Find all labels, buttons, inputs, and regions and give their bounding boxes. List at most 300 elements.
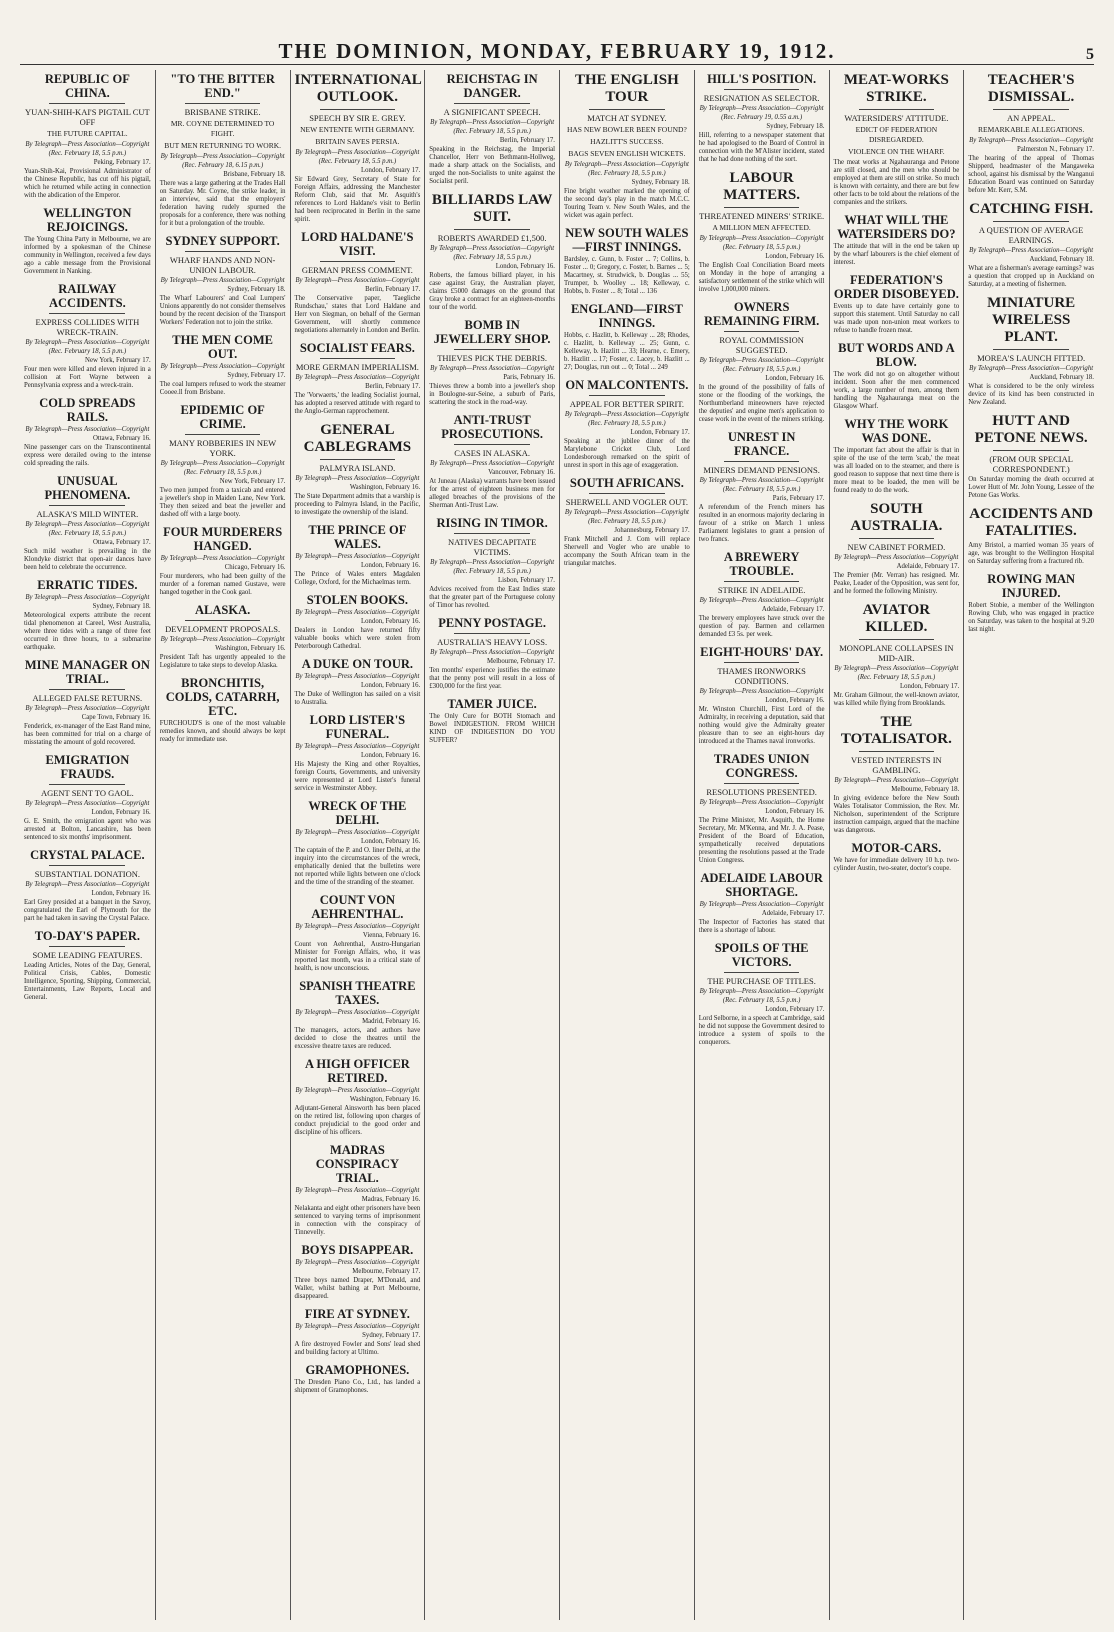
article-headline: CRYSTAL PALACE. bbox=[30, 848, 145, 862]
article-subheading: VESTED INTERESTS IN GAMBLING. bbox=[851, 755, 942, 775]
article-headline: SPOILS OF THE VICTORS. bbox=[714, 941, 809, 969]
article bbox=[429, 318, 555, 407]
article bbox=[564, 302, 690, 372]
article-headline: RISING IN TIMOR. bbox=[436, 516, 548, 530]
article bbox=[160, 72, 286, 228]
article-headline: LORD HALDANE'S VISIT. bbox=[301, 230, 414, 258]
article bbox=[699, 170, 825, 294]
article-body: Leading Articles, Notes of the Day, General, Political Crisis, Cables, Domestic Intelligence, Sporting, Shipping, Commercial, Entertainments, Law Reports, Local and General. bbox=[24, 962, 151, 1001]
wire-credit: By Telegraph—Press Association—Copyright bbox=[295, 673, 420, 680]
column-8 bbox=[963, 70, 1098, 1620]
article-body: Meteorological experts attribute the recent tidal phenomenon at Careel, West Australia, where three tides with a range of three feet occurred in three hours, to a submarine earthquake. bbox=[24, 612, 151, 651]
article-headline: MINE MANAGER ON TRIAL. bbox=[24, 658, 150, 686]
received-date: (Rec. February 18, 5.5 p.m.) bbox=[722, 997, 801, 1004]
article bbox=[834, 501, 960, 596]
article-headline: REPUBLIC OF CHINA. bbox=[44, 72, 130, 100]
article-subheading: BRISBANE STRIKE. bbox=[184, 107, 261, 117]
article-headline: A BREWERY TROUBLE. bbox=[723, 550, 800, 578]
article-headline: A DUKE ON TOUR. bbox=[301, 657, 414, 671]
article bbox=[24, 753, 151, 842]
wire-credit: By Telegraph—Press Association—Copyright bbox=[430, 245, 555, 252]
divider bbox=[320, 109, 395, 110]
article bbox=[968, 295, 1094, 407]
dateline: Berlin, February 17. bbox=[499, 137, 555, 144]
article-headline: UNUSUAL PHENOMENA. bbox=[44, 474, 131, 502]
article-body: The English Coal Conciliation Board meets on Monday in the hope of arranging a satisfactory settlement of the strike which will involve 1,000,000 miners. bbox=[698, 262, 825, 293]
article-subheading: CASES IN ALASKA. bbox=[454, 448, 531, 458]
article-subheading: EDICT OF FEDERATION DISREGARDED. bbox=[855, 125, 938, 144]
article-subheading: MONOPLANE COLLAPSES IN MID-AIR. bbox=[839, 643, 954, 663]
article-body: Four men were killed and eleven injured in a collision at Fort Wayne between a Pennsylvania express and a wreck-train. bbox=[24, 366, 151, 389]
received-date: (Rec. February 18, 5.5 p.m.) bbox=[318, 158, 397, 165]
divider bbox=[589, 493, 664, 494]
article-headline: THE MEN COME OUT. bbox=[172, 333, 273, 361]
divider bbox=[724, 581, 799, 582]
article-body: The Inspector of Factories has stated that there is a shortage of labour. bbox=[698, 919, 825, 934]
article-headline: WHY THE WORK WAS DONE. bbox=[844, 417, 949, 445]
article bbox=[699, 752, 825, 865]
article-body: Fenderick, ex-manager of the East Rand mine, has been committed for trial on a charge of misstating the amount of gold recovered. bbox=[24, 723, 151, 746]
article bbox=[295, 230, 421, 335]
article-subheading: RESIGNATION AS SELECTOR. bbox=[703, 93, 820, 103]
article-body: Adjutant-General Ainsworth has been placed on the retired list, following upon charges of conduct prejudicial to the good order and discipline of his officers. bbox=[294, 1105, 421, 1136]
dateline: Palmerston N., February 17. bbox=[1016, 146, 1094, 153]
divider bbox=[454, 533, 529, 534]
dateline: Ottawa, February 17. bbox=[92, 539, 151, 546]
article-body: Lord Selborne, in a speech at Cambridge, said he did not suppose the Government desired to introduce a system of spoils to the conquerors. bbox=[698, 1015, 825, 1046]
dateline: London, February 16. bbox=[495, 263, 555, 270]
article-subheading: BRITAIN SAVES PERSIA. bbox=[315, 137, 400, 146]
article-headline: WELLINGTON REJOICINGS. bbox=[43, 206, 132, 234]
wire-credit: By Telegraph—Press Association—Copyright bbox=[25, 339, 150, 346]
article-subheading: A MILLION MEN AFFECTED. bbox=[712, 223, 811, 232]
divider bbox=[724, 972, 799, 973]
column-5 bbox=[559, 70, 694, 1620]
received-date: (Rec. February 18, 5.5 p.m.) bbox=[588, 518, 666, 525]
article-headline: SOCIALIST FEARS. bbox=[299, 341, 415, 355]
article-body: The coal lumpers refused to work the steamer Cooee.ll from Brisbane. bbox=[159, 381, 286, 396]
article-headline: MEAT-WORKS STRIKE. bbox=[843, 72, 949, 105]
article-headline: HUTT AND PETONE NEWS. bbox=[974, 413, 1088, 446]
article-subheading: THREATENED MINERS' STRIKE. bbox=[699, 211, 825, 221]
page-title: THE DOMINION, MONDAY, FEBRUARY 19, 1912. bbox=[278, 39, 836, 63]
article-subheading: HAZLITT'S SUCCESS. bbox=[590, 137, 664, 146]
article bbox=[699, 72, 825, 164]
wire-credit: By Telegraph—Press Association—Copyright bbox=[969, 137, 1094, 144]
dateline: London, February 16. bbox=[765, 253, 825, 260]
article bbox=[968, 72, 1094, 195]
divider bbox=[993, 450, 1068, 451]
article bbox=[295, 1307, 421, 1357]
article-body: Such mild weather is prevailing in the Klondyke district that open-air dances have been held to celebrate the occurrence. bbox=[24, 548, 151, 571]
article-body: Fine bright weather marked the opening of the second day's play in the match M.C.C. Touring Team v. New South Wales, and the wicket was again perfect. bbox=[564, 188, 690, 219]
wire-credit: By Telegraph—Press Association—Copyright bbox=[25, 521, 150, 528]
article-body: Speaking in the Reichstag, the Imperial Chancellor, Herr von Bethmann-Hollweg, made a sharp attack on the Socialists, and urged the non-Socialists to unite against the Socialist peril. bbox=[429, 146, 555, 185]
article-body: The Premier (Mr. Verran) has resigned. Mr. Peake, Leader of the Opposition, was sent for, and he formed the following Ministry. bbox=[833, 572, 960, 595]
article bbox=[429, 192, 555, 312]
wire-credit: By Telegraph—Press Association—Copyright bbox=[969, 247, 1094, 254]
dateline: Melbourne, February 18. bbox=[891, 786, 960, 793]
column-4 bbox=[424, 70, 559, 1620]
divider bbox=[454, 633, 529, 634]
divider bbox=[49, 505, 125, 506]
received-date: (Rec. February 18, 5.5 p.m.) bbox=[588, 420, 666, 427]
divider bbox=[724, 89, 799, 90]
article-body: Frank Mitchell and J. Com will replace Sherwell and Vogler who are unable to accompany the South African team in the triangular matches. bbox=[564, 536, 690, 567]
wire-credit: By Telegraph—Press Association—Copyright bbox=[160, 153, 285, 160]
article-subheading: THAMES IRONWORKS CONDITIONS. bbox=[717, 666, 806, 686]
article-body: Advices received from the East Indies state that the greater part of the Portuguese colony of Timor has revolted. bbox=[429, 586, 555, 609]
article-subheading: AN APPEAL. bbox=[1007, 113, 1056, 123]
dateline: Paris, February 16. bbox=[503, 374, 555, 381]
wire-credit: By Telegraph—Press Association—Copyright bbox=[25, 881, 150, 888]
article bbox=[295, 72, 421, 224]
article-body: In the ground of the possibility of falls of stone or the flooding of the workings, the Northumberland mineowners have rejected the deputies' and engine men's application to cease work in the event of the miners striking. bbox=[698, 384, 825, 423]
article-headline: SOUTH AFRICANS. bbox=[569, 476, 684, 490]
article-headline: HILL'S POSITION. bbox=[707, 72, 817, 86]
divider bbox=[993, 349, 1068, 350]
article-headline: GRAMOPHONES. bbox=[305, 1363, 410, 1377]
dateline: Chicago, February 16. bbox=[224, 564, 286, 571]
article-subheading: NEW CABINET FORMED. bbox=[847, 542, 946, 552]
article bbox=[834, 714, 960, 835]
article-headline: TRADES UNION CONGRESS. bbox=[713, 752, 810, 780]
article bbox=[24, 929, 151, 1002]
article bbox=[429, 616, 555, 691]
article-headline: BOMB IN JEWELLERY SHOP. bbox=[433, 318, 551, 346]
article-headline: ROWING MAN INJURED. bbox=[987, 572, 1076, 600]
article bbox=[699, 300, 825, 424]
divider bbox=[859, 538, 934, 539]
dateline: Madrid, February 16. bbox=[362, 1018, 421, 1025]
dateline: Paris, February 17. bbox=[772, 495, 825, 502]
article-subheading: VIOLENCE ON THE WHARF. bbox=[848, 147, 945, 156]
article-headline: BOYS DISAPPEAR. bbox=[301, 1243, 414, 1257]
wire-credit: By Telegraph—Press Association—Copyright bbox=[564, 509, 689, 516]
divider bbox=[993, 109, 1068, 110]
article-subheading: SPEECH BY SIR E. GREY. bbox=[309, 113, 406, 123]
article-body: We have for immediate delivery 10 h.p. two-cylinder Austin, two-seater, doctor's coupe. bbox=[833, 857, 960, 872]
dateline: Vancouver, February 16. bbox=[488, 469, 555, 476]
article-headline: MINIATURE WIRELESS PLANT. bbox=[987, 295, 1076, 345]
article-body: The Wharf Labourers' and Coal Lumpers' Unions apparently do not consider themselves bound by the recent decision of the Transport Workers' Federation not to join the strike. bbox=[159, 295, 286, 326]
wire-credit: By Telegraph—Press Association—Copyright bbox=[834, 554, 959, 561]
page-number: 5 bbox=[1086, 46, 1094, 63]
wire-credit: By Telegraph—Press Association—Copyright bbox=[699, 688, 824, 695]
article bbox=[834, 273, 960, 335]
dateline: Berlin, February 17. bbox=[365, 286, 421, 293]
article bbox=[834, 417, 960, 495]
dateline: Sydney, February 18. bbox=[227, 286, 286, 293]
dateline: Johannesburg, February 17. bbox=[614, 527, 690, 534]
article-headline: GENERAL CABLEGRAMS bbox=[303, 422, 412, 455]
wire-credit: By Telegraph—Press Association—Copyright bbox=[295, 1009, 420, 1016]
article-body: The Dresden Piano Co., Ltd., has landed a shipment of Gramophones. bbox=[294, 1379, 421, 1394]
article bbox=[834, 602, 960, 708]
article-headline: FEDERATION'S ORDER DISOBEYED. bbox=[833, 273, 959, 301]
article-headline: THE ENGLISH TOUR bbox=[574, 72, 679, 105]
divider bbox=[859, 639, 934, 640]
dateline: Sydney, February 18. bbox=[766, 123, 825, 130]
article bbox=[968, 413, 1094, 500]
divider bbox=[185, 251, 260, 252]
article bbox=[160, 676, 286, 744]
article bbox=[160, 403, 286, 519]
dateline: Sydney, February 17. bbox=[227, 372, 286, 379]
article-body: Bardsley, c. Gunn, b. Foster ... 7; Collins, b. Foster ... 0; Gregory, c. Foster, b. Barnes ... 5; Macartney, st. Strudwick, b. Douglas ... 55; Trumper, b. Woolley ... 18; Kelleway, c. Hobbs, b. Foster ... 8; Total ... 136 bbox=[564, 256, 690, 295]
article-body: The State Department admits that a warship is proceeding to Palmyra Island, in the Pacific, to investigate the ownership of the island. bbox=[294, 493, 421, 516]
divider bbox=[320, 261, 395, 262]
wire-credit: By Telegraph—Press Association—Copyright bbox=[25, 426, 150, 433]
dateline: Peking, February 17. bbox=[93, 159, 151, 166]
wire-credit: By Telegraph—Press Association—Copyright bbox=[160, 555, 285, 562]
dateline: London, February 16. bbox=[360, 838, 421, 845]
column-1 bbox=[20, 70, 155, 1620]
columns bbox=[20, 70, 1098, 1620]
article-subheading: MORE GERMAN IMPERIALISM. bbox=[295, 362, 419, 372]
article-body: A referendum of the French miners has resulted in an enormous majority declaring in favour of a strike on March 1 unless Parliament legislates to grant a pension of two francs. bbox=[698, 504, 825, 543]
article-body: The meat works at Ngahauranga and Petone are still closed, and the men who should be employed at them are still on strike. So much is known with certainty, and there are but few other facts to be told about the relations of the companies and the strikers. bbox=[833, 159, 960, 206]
article bbox=[699, 941, 825, 1047]
article-body: What are a fisherman's average earnings? was a question that cropped up in Auckland on Saturday, at a meeting of fishermen. bbox=[968, 265, 1094, 288]
divider bbox=[320, 459, 395, 460]
article-body: The Conservative paper, 'Taegliche Rundschau,' states that Lord Haldane and Herr von Siegman, on behalf of the German Government, will shortly commence negotiations alternately in London and Berlin. bbox=[294, 295, 421, 334]
wire-credit: By Telegraph—Press Association—Copyright bbox=[699, 235, 824, 242]
dateline: Cape Town, February 16. bbox=[81, 714, 151, 721]
article bbox=[564, 226, 690, 296]
dateline: Sydney, February 18. bbox=[92, 603, 151, 610]
article bbox=[295, 657, 421, 707]
article bbox=[295, 593, 421, 651]
dateline: Washington, February 16. bbox=[215, 645, 286, 652]
wire-credit: By Telegraph—Press Association—Copyright bbox=[295, 743, 420, 750]
article bbox=[160, 234, 286, 327]
wire-credit: By Telegraph—Press Association—Copyright bbox=[430, 119, 555, 126]
article-headline: ANTI-TRUST PROSECUTIONS. bbox=[441, 413, 543, 441]
article bbox=[295, 799, 421, 887]
dateline: Auckland, February 18. bbox=[1029, 256, 1094, 263]
article-headline: THE TOTALISATOR. bbox=[840, 714, 952, 747]
article-body: Count von Aehrenthal, Austro-Hungarian Minister for Foreign Affairs, who, it was reported last month, was in a critical state of health, is now unconscious. bbox=[294, 941, 421, 972]
wire-credit: By Telegraph—Press Association—Copyright bbox=[430, 559, 555, 566]
dateline: London, February 17. bbox=[899, 683, 960, 690]
divider bbox=[454, 349, 529, 350]
divider bbox=[454, 229, 529, 230]
divider bbox=[185, 434, 260, 435]
wire-credit: By Telegraph—Press Association—Copyright bbox=[430, 460, 555, 467]
article-subheading: THE FUTURE CAPITAL. bbox=[47, 129, 128, 138]
article bbox=[160, 333, 286, 397]
article-subheading: WATERSIDERS' ATTITUDE. bbox=[844, 113, 949, 123]
dateline: Vienna, February 16. bbox=[362, 932, 421, 939]
divider bbox=[859, 109, 934, 110]
article bbox=[24, 848, 151, 923]
wire-credit: By Telegraph—Press Association—Copyright bbox=[834, 665, 959, 672]
article bbox=[699, 871, 825, 935]
article-headline: PENNY POSTAGE. bbox=[438, 616, 546, 630]
divider bbox=[49, 689, 125, 690]
received-date: (Rec. February 18, 5.5 p.m.) bbox=[453, 254, 531, 261]
article-headline: AVIATOR KILLED. bbox=[862, 602, 931, 635]
dateline: New York, February 17. bbox=[219, 478, 286, 485]
article-body: The managers, actors, and authors have decided to close the theatres until the excessive theatre taxes are reduced. bbox=[294, 1027, 421, 1050]
article-headline: FOUR MURDERERS HANGED. bbox=[163, 525, 283, 553]
dateline: London, February 17. bbox=[765, 1006, 825, 1013]
article bbox=[24, 474, 151, 572]
dateline: London, February 16. bbox=[91, 890, 151, 897]
article-headline: LORD LISTER'S FUNERAL. bbox=[309, 713, 406, 741]
article-subheading: WHARF HANDS AND NON-UNION LABOUR. bbox=[169, 255, 276, 275]
article-body: The brewery employees have struck over the question of pay. Barmen and cellarmen demanded £3 5s. per week. bbox=[698, 615, 825, 638]
wire-credit: By Telegraph—Press Association—Copyright bbox=[295, 923, 420, 930]
dateline: London, February 16. bbox=[91, 809, 151, 816]
wire-credit: By Telegraph—Press Association—Copyright bbox=[25, 594, 150, 601]
received-date: (Rec. February 18, 5.5 p.m.) bbox=[183, 469, 262, 476]
article-subheading: ROYAL COMMISSION SUGGESTED. bbox=[719, 335, 804, 355]
article-headline: "TO THE BITTER END." bbox=[170, 72, 275, 100]
article-body: The Only Cure for BOTH Stomach and Bowel INDIGESTION. FROM WHICH KIND OF INDIGESTION DO YOU SUFFER? bbox=[429, 713, 555, 744]
article-body: Events up to date have certainly gone to support this statement. Until Saturday no call was made upon non-union meat workers to refuse to handle frozen meat. bbox=[833, 303, 960, 334]
received-date: (Rec. February 18, 5.5 p.m.) bbox=[722, 244, 801, 251]
article-body: His Majesty the King and other Royalties, foreign Courts, Governments, and university were represented at Lord Lister's funeral service in Westminster Abbey. bbox=[294, 761, 421, 792]
article bbox=[295, 1143, 421, 1237]
article bbox=[160, 525, 286, 597]
masthead bbox=[20, 34, 1094, 65]
article bbox=[24, 282, 151, 390]
divider bbox=[49, 103, 125, 104]
article-headline: SOUTH AUSTRALIA. bbox=[850, 501, 943, 534]
article-subheading: EXPRESS COLLIDES WITH WRECK-TRAIN. bbox=[35, 317, 140, 337]
article-body: On Saturday morning the death occurred at Lower Hutt of Mr. John Young, Lessee of the Petone Gas Works. bbox=[968, 476, 1094, 499]
article-headline: MADRAS CONSPIRACY TRIAL. bbox=[315, 1143, 400, 1185]
dateline: London, February 17. bbox=[630, 429, 690, 436]
article bbox=[295, 422, 421, 517]
article-body: The attitude that will in the end be taken up by the wharf labourers is the chief element of interest. bbox=[833, 243, 960, 266]
article bbox=[968, 506, 1094, 566]
dateline: London, February 16. bbox=[765, 697, 825, 704]
article-body: Four murderers, who had been guilty of the murder of a foreman named Gustave, were hanged together in the Cook gaol. bbox=[159, 573, 286, 596]
column-2 bbox=[155, 70, 290, 1620]
article-body: Ten months' experience justifies the estimate that the penny post will result in a loss of £300,000 for the first year. bbox=[429, 667, 555, 690]
article-headline: UNREST IN FRANCE. bbox=[727, 430, 796, 458]
article-body: There was a large gathering at the Trades Hall on Saturday. Mr. Coyne, the strike leader, in an interview, said that the employers' federation having rudely spurned the proposals for a conference, there was nothing for it but a prolongation of the trouble. bbox=[159, 180, 286, 227]
received-date: (Rec. February 18, 6.15 p.m.) bbox=[182, 162, 264, 169]
wire-credit: By Telegraph—Press Association—Copyright bbox=[699, 901, 824, 908]
article-body: Thieves threw a bomb into a jeweller's shop in Boulogne-sur-Seine, a suburb of Paris, scattering the stock in the road-way. bbox=[429, 383, 555, 406]
article-headline: STOLEN BOOKS. bbox=[306, 593, 408, 607]
article-body: The hearing of the appeal of Thomas Shipperd, headmaster of the Mangaweka school, against his dismissal by the Wanganui Education Board was continued on Saturday before Mr. Kerr, S.M. bbox=[968, 155, 1094, 194]
article-subheading: APPEAL FOR BETTER SPIRIT. bbox=[569, 399, 685, 409]
dateline: Lisbon, February 17. bbox=[497, 577, 555, 584]
article-body: The captain of the P. and O. liner Delhi, at the inquiry into the circumstances of the wreck, emphatically denied that the bulletins were not reported while lights between one o'clock and the time of the stranding of the steamer. bbox=[294, 847, 421, 886]
article-headline: INTERNATIONAL OUTLOOK. bbox=[294, 72, 422, 105]
article-body: Two men jumped from a taxicab and entered a jeweller's shop in Maiden Lane, New York. They then seized and beat the jeweller and dashed off with a large booty. bbox=[159, 487, 286, 518]
dateline: New York, February 17. bbox=[85, 357, 151, 364]
divider bbox=[724, 331, 799, 332]
article-subheading: MANY ROBBERIES IN NEW YORK. bbox=[169, 438, 277, 458]
article-subheading: MR. COYNE DETERMINED TO FIGHT. bbox=[170, 119, 275, 138]
article bbox=[699, 430, 825, 544]
article-headline: BUT WORDS AND A BLOW. bbox=[838, 341, 955, 369]
wire-credit: By Telegraph—Press Association—Copyright bbox=[699, 988, 824, 995]
article-headline: EMIGRATION FRAUDS. bbox=[45, 753, 130, 781]
article-body: The work did not go on altogether without incident. Soon after the men commenced work, a large number of men, among them handling the Ngahauranga meat on the Glasgow Wharf. bbox=[833, 371, 960, 410]
article-body: At Juneau (Alaska) warrants have been issued for the arrest of eighteen business men for alleged breaches of the provisions of the Sherman Anti-Trust Law. bbox=[429, 478, 555, 509]
article bbox=[295, 1363, 421, 1395]
article-body: President Taft has urgently appealed to the Legislature to take steps to develop Alaska. bbox=[159, 654, 286, 669]
article-body: G. E. Smith, the emigration agent who was arrested at Bolton, Lancashire, has been sentenced to six months' imprisonment. bbox=[24, 818, 151, 841]
article-subheading: MATCH AT SYDNEY. bbox=[587, 113, 667, 123]
wire-credit: By Telegraph—Press Association—Copyright bbox=[295, 1087, 420, 1094]
wire-credit: By Telegraph—Press Association—Copyright bbox=[295, 374, 420, 381]
dateline: Berlin, February 17. bbox=[365, 383, 421, 390]
wire-credit: By Telegraph—Press Association—Copyright bbox=[699, 597, 824, 604]
article bbox=[24, 72, 151, 200]
article-subheading: THE PURCHASE OF TITLES. bbox=[707, 976, 816, 986]
article-subheading: MINERS DEMAND PENSIONS. bbox=[703, 465, 820, 475]
received-date: (Rec. February 19, 0.55 a.m.) bbox=[721, 114, 803, 121]
wire-credit: By Telegraph—Press Association—Copyright bbox=[160, 363, 285, 370]
received-date: (Rec. February 18, 5.5 p.m.) bbox=[48, 348, 127, 355]
article-subheading: DEVELOPMENT PROPOSALS. bbox=[165, 624, 281, 634]
article-body: Roberts, the famous billiard player, in his case against Gray, the Australian player, claims £5000 damages on the ground that Gray broke a contract for an eighteen-months tour of the world. bbox=[429, 272, 555, 311]
article-body: In giving evidence before the New South Wales Totalisator Commission, the Rev. Mr. Nicholson, superintendent of the Scripture instruction campaign, argued that the machine was dangerous. bbox=[833, 795, 960, 834]
article-body: Robert Stobie, a member of the Wellington Rowing Club, who was engaged in practice on Saturday, was taken to the hospital at 9.20 last night. bbox=[968, 602, 1094, 633]
received-date: (Rec. February 18, 5.5 p.m.) bbox=[453, 568, 531, 575]
article-headline: ERRATIC TIDES. bbox=[37, 578, 138, 592]
article-subheading: YUAN-SHIH-KAI'S PIGTAIL CUT OFF bbox=[25, 107, 150, 127]
article bbox=[24, 578, 151, 652]
dateline: London, February 16. bbox=[360, 682, 421, 689]
dateline: London, February 16. bbox=[360, 618, 421, 625]
article-headline: TEACHER'S DISMISSAL. bbox=[987, 72, 1075, 105]
article-subheading: THIEVES PICK THE DEBRIS. bbox=[437, 353, 548, 363]
divider bbox=[589, 395, 664, 396]
dateline: Brisbane, February 18. bbox=[223, 171, 286, 178]
article-body: The Young China Party in Melbourne, we are informed by a spokesman of the Chinese community in Wellington, received a few days ago a cable message from the Provisional Government in Nanking. bbox=[24, 236, 151, 275]
article-subheading: ALLEGED FALSE RETURNS. bbox=[32, 693, 143, 703]
dateline: Melbourne, February 17. bbox=[352, 1268, 421, 1275]
wire-credit: By Telegraph—Press Association—Copyright bbox=[295, 1187, 420, 1194]
received-date: (Rec. February 18, 5.5 p.m.) bbox=[48, 530, 127, 537]
article-body: Mr. Graham Gilmour, the well-known aviator, was killed while flying from Brooklands. bbox=[833, 692, 960, 707]
wire-credit: By Telegraph—Press Association—Copyright bbox=[25, 800, 150, 807]
wire-credit: By Telegraph—Press Association—Copyright bbox=[295, 149, 420, 156]
article-headline: ADELAIDE LABOUR SHORTAGE. bbox=[700, 871, 823, 899]
article bbox=[295, 1243, 421, 1301]
article-headline: MOTOR-CARS. bbox=[851, 841, 942, 855]
article-headline: ON MALCONTENTS. bbox=[565, 378, 689, 392]
article-subheading: AUSTRALIA'S HEAVY LOSS. bbox=[437, 637, 548, 647]
article-headline: LABOUR MATTERS. bbox=[723, 170, 801, 203]
article-body: The 'Vorwaerts,' the leading Socialist journal, has adopted a reserved attitude with regard to the Anglo-German rapprochement. bbox=[294, 392, 421, 415]
article bbox=[160, 603, 286, 670]
dateline: Sydney, February 17. bbox=[362, 1332, 421, 1339]
article-headline: TAMER JUICE. bbox=[447, 697, 537, 711]
article-headline: CATCHING FISH. bbox=[969, 201, 1094, 217]
article-body: Nine passenger cars on the Transcontinental express were derailed owing to the intense cold spreading the rails. bbox=[24, 444, 151, 467]
article bbox=[295, 713, 421, 793]
article-body: Amy Bristol, a married woman 35 years of age, was brought to the Wellington Hospital on Saturday suffering from a fractured rib. bbox=[968, 542, 1094, 565]
dateline: London, February 16. bbox=[765, 808, 825, 815]
article-headline: COLD SPREADS RAILS. bbox=[39, 396, 136, 424]
divider bbox=[49, 946, 125, 947]
article-body: A fire destroyed Fowler and Sons' lead shed and building factory at Ultimo. bbox=[294, 1341, 421, 1356]
article-headline: SPANISH THEATRE TAXES. bbox=[299, 979, 416, 1007]
dateline: London, February 16. bbox=[360, 752, 421, 759]
article bbox=[834, 341, 960, 411]
wire-credit: By Telegraph—Press Association—Copyright bbox=[160, 636, 285, 643]
